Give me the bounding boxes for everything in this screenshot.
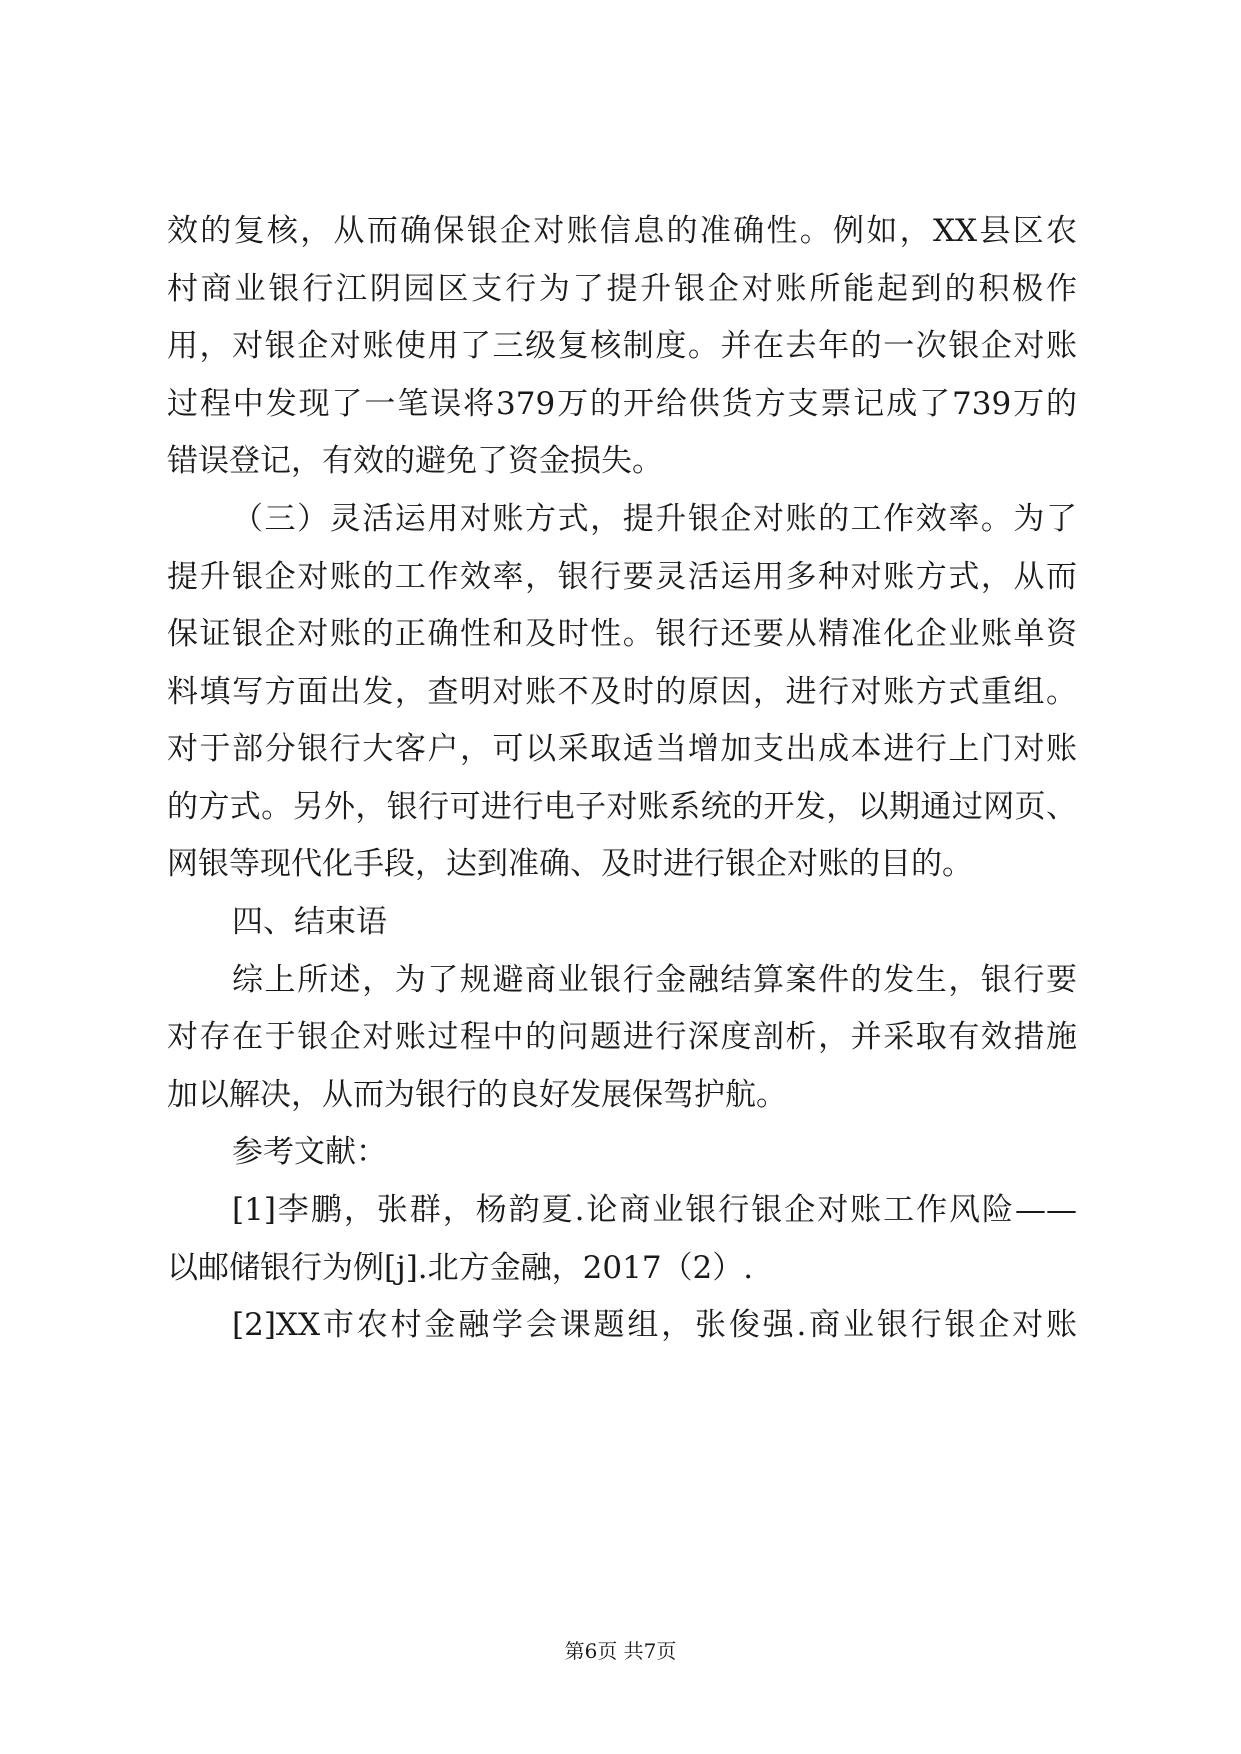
page-number-footer: 第6页 共7页 [564, 1639, 677, 1663]
body-text-line: 用，对银企对账使用了三级复核制度。并在去年的一次银企对账 [167, 328, 1077, 364]
section-heading-line: （三）灵活运用对账方式，提升银企对账的工作效率。为了 [232, 501, 1077, 537]
body-text-line: 村商业银行江阴园区支行为了提升银企对账所能起到的积极作 [167, 271, 1077, 307]
body-text-line: 保证银企对账的正确性和及时性。银行还要从精准化企业账单资 [167, 616, 1077, 652]
reference-line: [2]XX市农村金融学会课题组，张俊强.商业银行银企对账 [232, 1307, 1077, 1343]
reference-line: 以邮储银行为例[j].北方金融，2017（2）. [167, 1250, 754, 1286]
section-heading: 四、结束语 [232, 904, 387, 940]
body-text-line: 过程中发现了一笔误将379万的开给供货方支票记成了739万的 [167, 386, 1077, 422]
body-text-line: 料填写方面出发，查明对账不及时的原因，进行对账方式重组。 [167, 674, 1077, 710]
body-text-line: 的方式。另外，银行可进行电子对账系统的开发，以期通过网页、 [167, 789, 1077, 825]
references-heading: 参考文献： [232, 1134, 387, 1170]
body-text-line: 网银等现代化手段，达到准确、及时进行银企对账的目的。 [167, 846, 973, 882]
body-text-line: 效的复核，从而确保银企对账信息的准确性。例如，XX县区农 [167, 213, 1077, 249]
body-text-line: 对存在于银企对账过程中的问题进行深度剖析，并采取有效措施 [167, 1019, 1077, 1055]
body-text-line: 对于部分银行大客户，可以采取适当增加支出成本进行上门对账 [167, 731, 1077, 767]
reference-line: [1]李鹏，张群，杨韵夏.论商业银行银企对账工作风险—— [232, 1192, 1077, 1228]
body-text-line: 加以解决，从而为银行的良好发展保驾护航。 [167, 1077, 787, 1113]
body-text-line: 错误登记，有效的避免了资金损失。 [167, 443, 663, 479]
body-text-line: 提升银企对账的工作效率，银行要灵活运用多种对账方式，从而 [167, 559, 1077, 595]
body-text-line: 综上所述，为了规避商业银行金融结算案件的发生，银行要 [232, 962, 1077, 998]
